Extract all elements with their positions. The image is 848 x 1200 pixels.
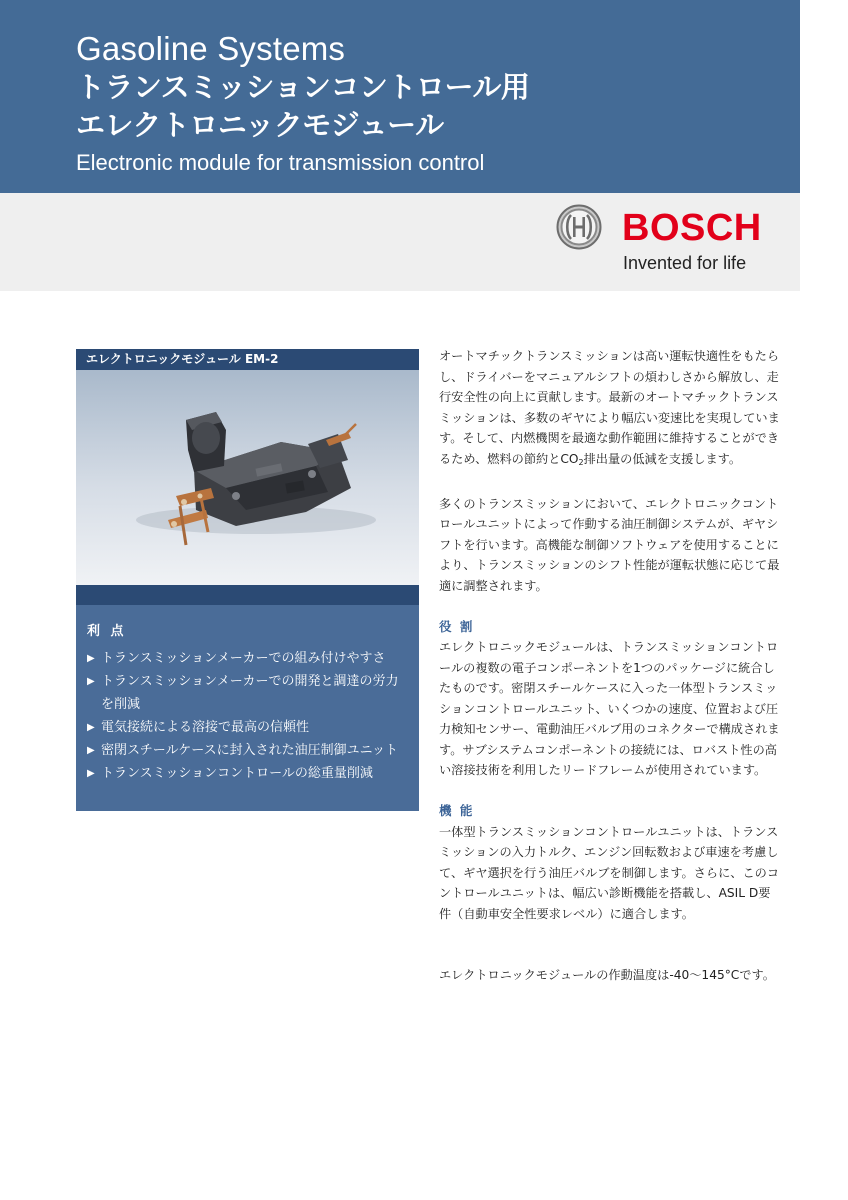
blank-line: [439, 945, 782, 966]
intro-paragraph: オートマチックトランスミッションは高い運転快適性をもたらし、ドライバーをマニュアルシフトの煩わしさから解放し、走行安全性の向上に貢献します。最新のオートマチックトランスミッションは、多数のギヤにより幅広い変速比を実現しています。そして、内燃機関を最適な動作範囲に維持することができるため、燃料の節約と$CO_2$排出量の低減を支援します。: [439, 349, 780, 467]
role-section: [439, 617, 782, 781]
brand-name: BOSCH: [622, 207, 762, 249]
benefit-item: ▶ 電気接続による溶接で最高の信頼性: [87, 716, 409, 739]
triangle-bullet-icon: ▶: [87, 722, 95, 733]
figure-bottom-bar: [76, 585, 419, 605]
shift-control-paragraph: 多くのトランスミッションにおいて、エレクトロニックコントロールユニットによって作動する油圧制御システムが、ギヤシフトを行います。高機能な制御ソフトウェアを使用することにより、トランスミッションのシフト性能が運転状態に応じて最適に調整されます。: [439, 496, 780, 593]
benefits-list: [87, 647, 409, 785]
function-section: [439, 801, 782, 924]
temperature-paragraph: エレクトロニックモジュールの作動温度は-40〜145°Cです。: [439, 968, 775, 982]
benefits-heading: 利 点: [87, 624, 127, 639]
triangle-bullet-icon: ▶: [87, 653, 95, 664]
function-heading: 機 能: [439, 803, 475, 818]
electronic-module-photo: [76, 370, 419, 585]
english-subtitle: Electronic module for transmission control: [76, 150, 485, 175]
bosch-armature-logo: [556, 204, 602, 250]
triangle-bullet-icon: ▶: [87, 676, 95, 687]
role-paragraph: エレクトロニックモジュールは、トランスミッションコントロールの複数の電子コンポーネントを1つのパッケージに統合したものです。密閉スチールケースに入った一体型トランスミッションコントロールユニット、いくつかの速度、位置および圧力検知センサー、電動油圧バルブ用のコネクターで構成されます。サブシステムコンポーネントの接続には、ロバスト性の高い溶接技術を利用したリードフレームが使用されています。: [439, 640, 780, 777]
triangle-bullet-icon: ▶: [87, 745, 95, 756]
figure-caption: エレクトロニックモジュール EM-2: [76, 349, 419, 370]
title-line-2: エレクトロニックモジュール: [76, 108, 444, 142]
series-title: Gasoline Systems: [76, 30, 346, 67]
benefits-box: [76, 605, 419, 811]
benefit-item: ▶ トランスミッションメーカーでの組み付けやすさ: [87, 647, 409, 670]
role-heading: 役 割: [439, 618, 475, 634]
body-text-column: [439, 346, 782, 986]
brand-tagline: Invented for life: [623, 253, 747, 273]
benefit-item: ▶ トランスミッションメーカーでの開発と調達の労力を削減: [87, 670, 409, 716]
triangle-bullet-icon: ▶: [87, 768, 95, 779]
header-band: [0, 0, 800, 193]
benefit-item: ▶ トランスミッションコントロールの総重量削減: [87, 762, 409, 785]
benefit-item: ▶ 密閉スチールケースに封入された油圧制御ユニット: [87, 739, 409, 762]
title-line-1: トランスミッションコントロール用: [76, 70, 530, 104]
figure-and-benefits-column: [76, 349, 419, 811]
function-paragraph: 一体型トランスミッションコントロールユニットは、トランスミッションの入力トルク、エンジン回転数および車速を考慮して、ギヤ選択を行う油圧バルブを制御します。さらに、このコントロールユニットは、幅広い診断機能を搭載し、ASIL D要件（自動車安全性要求レベル）に適合します。: [439, 824, 780, 921]
